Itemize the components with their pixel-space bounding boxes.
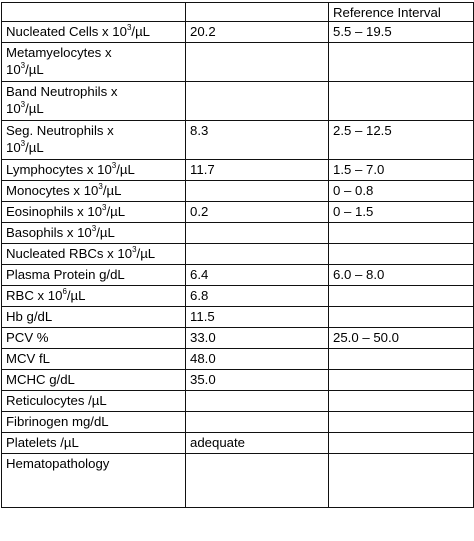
test-name: Reticulocytes /µL — [2, 391, 186, 412]
table-row — [2, 454, 474, 508]
table-row — [2, 160, 474, 181]
reference-interval — [329, 307, 474, 328]
result-value — [186, 43, 329, 82]
result-value — [186, 412, 329, 433]
table-header-row — [2, 3, 474, 22]
reference-interval: 1.5 – 7.0 — [329, 160, 474, 181]
reference-interval — [329, 349, 474, 370]
result-value: 0.2 — [186, 202, 329, 223]
reference-interval: 0 – 0.8 — [329, 181, 474, 202]
test-name: RBC x $10^6/\mu L$ — [2, 286, 186, 307]
reference-interval — [329, 82, 474, 121]
table-row — [2, 307, 474, 328]
test-name: Monocytes x $10^3/\mu L$ — [2, 181, 186, 202]
result-value: 20.2 — [186, 22, 329, 43]
test-name: Lymphocytes x $10^3/\mu L$ — [2, 160, 186, 181]
result-value — [186, 223, 329, 244]
test-name: PCV % — [2, 328, 186, 349]
result-value: 33.0 — [186, 328, 329, 349]
test-name: MCV fL — [2, 349, 186, 370]
test-name: Seg. Neutrophils x $10^3/\mu L$ — [2, 121, 186, 160]
header-result-cell — [186, 3, 329, 22]
table-row — [2, 391, 474, 412]
table-row — [2, 121, 474, 160]
test-name: Basophils x $10^3/\mu L$ — [2, 223, 186, 244]
reference-interval — [329, 391, 474, 412]
reference-interval — [329, 370, 474, 391]
result-value — [186, 244, 329, 265]
result-value — [186, 454, 329, 508]
test-name: Eosinophils x $10^3/\mu L$ — [2, 202, 186, 223]
result-value: 6.8 — [186, 286, 329, 307]
result-value: 35.0 — [186, 370, 329, 391]
reference-interval: 6.0 – 8.0 — [329, 265, 474, 286]
header-reference-interval: Reference Interval — [329, 3, 474, 22]
lab-results-table — [1, 2, 474, 508]
test-name: MCHC g/dL — [2, 370, 186, 391]
reference-interval — [329, 223, 474, 244]
table-row — [2, 370, 474, 391]
test-name: Band Neutrophils x $10^3/\mu L$ — [2, 82, 186, 121]
table-row — [2, 349, 474, 370]
test-name: Hb g/dL — [2, 307, 186, 328]
result-value: 48.0 — [186, 349, 329, 370]
table-row — [2, 43, 474, 82]
reference-interval — [329, 454, 474, 508]
reference-interval — [329, 43, 474, 82]
reference-interval — [329, 433, 474, 454]
table-row — [2, 328, 474, 349]
test-name: Hematopathology — [2, 454, 186, 508]
table-row — [2, 433, 474, 454]
test-name: Metamyelocytes x $10^3/\mu L$ — [2, 43, 186, 82]
test-name: Nucleated Cells x $10^3/\mu L$ — [2, 22, 186, 43]
result-value: 11.5 — [186, 307, 329, 328]
result-value — [186, 82, 329, 121]
table-row — [2, 412, 474, 433]
test-name: Platelets /µL — [2, 433, 186, 454]
table-row — [2, 286, 474, 307]
reference-interval — [329, 286, 474, 307]
result-value: 6.4 — [186, 265, 329, 286]
table-row — [2, 181, 474, 202]
reference-interval: 2.5 – 12.5 — [329, 121, 474, 160]
result-value: 11.7 — [186, 160, 329, 181]
result-value — [186, 181, 329, 202]
test-name: Plasma Protein g/dL — [2, 265, 186, 286]
table-row — [2, 244, 474, 265]
reference-interval — [329, 244, 474, 265]
reference-interval: 5.5 – 19.5 — [329, 22, 474, 43]
result-value: adequate — [186, 433, 329, 454]
reference-interval: 25.0 – 50.0 — [329, 328, 474, 349]
test-name: Nucleated RBCs x $10^3/\mu L$ — [2, 244, 186, 265]
table-row — [2, 22, 474, 43]
table-row — [2, 202, 474, 223]
reference-interval: 0 – 1.5 — [329, 202, 474, 223]
table-row — [2, 82, 474, 121]
result-value — [186, 391, 329, 412]
header-test-cell — [2, 3, 186, 22]
table-row — [2, 223, 474, 244]
result-value: 8.3 — [186, 121, 329, 160]
reference-interval — [329, 412, 474, 433]
table-row — [2, 265, 474, 286]
test-name: Fibrinogen mg/dL — [2, 412, 186, 433]
